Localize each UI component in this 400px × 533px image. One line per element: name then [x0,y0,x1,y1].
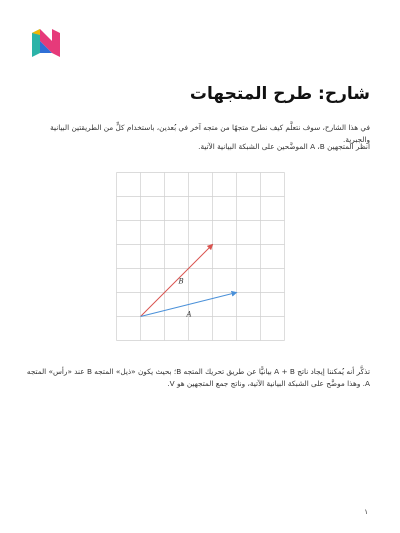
vector-b-arrow [141,245,213,317]
consider-paragraph: انظر المتجهين A ،B الموضَّحين على الشبكة البيانية الآتية. [198,142,370,151]
vector-a-label: A [186,310,192,319]
page-number: ١ [364,508,368,516]
nagwa-logo [30,27,62,59]
explanation-line-2: A. وهذا موضَّح على الشبكة البيانية الآتية، وناتج جمع المتجهين هو V. [167,379,370,388]
intro-paragraph: في هذا الشارح، سوف نتعلَّم كيف نطرح متجهًا من متجه آخر في بُعدين، باستخدام كلٍّ من الطريقتين البيانية والجبرية. [50,123,370,144]
page-title: شارح: طرح المتجهات [189,84,370,104]
explanation-line-1: تذكَّر أنه يُمكننا إيجاد ناتج A + B بيانيًّا عن طريق تحريك المتجه B؛ بحيث يكون «ذيل» المتجه B عند «رأس» المتجه [26,367,370,376]
vector-b-label: B [178,277,184,286]
explanation-paragraph [26,366,370,390]
vector-grid-diagram [116,172,286,342]
